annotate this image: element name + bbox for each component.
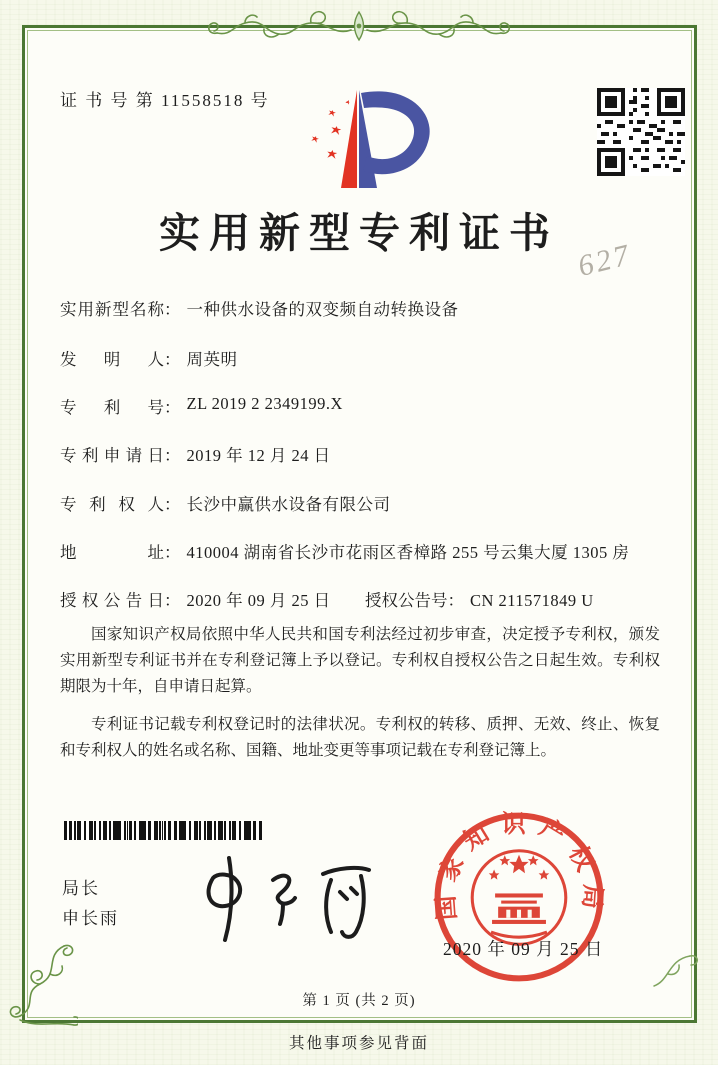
page-number: 第 1 页 (共 2 页) <box>302 993 416 1009</box>
back-side-note: 其他事项参见背面 <box>288 1035 429 1052</box>
legal-paragraph-1: 国家知识产权局依照中华人民共和国专利法经过初步审查，决定授予专利权，颁发实用新型专利证书并在专利登记簿上予以登记。专利权自授权公告之日起生效。专利权期限为十年，自申请日起算。 <box>60 626 660 695</box>
field-colon: ： <box>447 591 464 610</box>
field-value: CN 211571849 U <box>470 591 594 610</box>
corner-curl-ornament-icon <box>650 946 698 990</box>
field-colon: ： <box>164 398 181 417</box>
pencil-annotation: 627 <box>574 237 636 284</box>
field-label: 实用新型名称 <box>60 300 164 319</box>
field-label: 专利申请日 <box>60 446 164 465</box>
barcode-icon <box>64 821 262 840</box>
national-emblem-icon <box>472 851 566 945</box>
field-label: 专利号 <box>60 398 164 417</box>
field-colon: ： <box>164 543 181 562</box>
field-value: 2020 年 09 月 25 日 <box>186 591 331 610</box>
field-colon: ： <box>164 495 181 514</box>
top-flourish-ornament-icon <box>179 2 539 48</box>
field-row-patentee <box>60 491 391 515</box>
field-colon: ： <box>164 350 181 369</box>
officer-name: 申长雨 <box>62 909 119 928</box>
field-value: 410004 湖南省长沙市花雨区香樟路 255 号云集大厦 1305 房 <box>186 543 630 562</box>
field-row-filing-date <box>60 442 331 466</box>
cnipa-logo-icon <box>286 84 438 196</box>
field-value: 2019 年 12 月 24 日 <box>186 446 331 465</box>
field-label: 授权公告日 <box>60 591 164 610</box>
field-value: 长沙中赢供水设备有限公司 <box>186 495 391 514</box>
signature-icon <box>185 850 380 942</box>
field-grant-number <box>365 587 594 611</box>
field-value: 一种供水设备的双变频自动转换设备 <box>186 300 459 319</box>
legal-paragraph-2: 专利证书记载专利权登记时的法律状况。专利权的转移、质押、无效、终止、恢复和专利权人的姓名或名称、国籍、地址变更等事项记载在专利登记簿上。 <box>60 716 660 759</box>
field-label: 授权公告号 <box>365 591 448 610</box>
field-label: 地址 <box>60 543 164 562</box>
field-row-inventor <box>60 346 238 370</box>
field-row-grant-date <box>60 587 594 611</box>
field-colon: ： <box>164 591 181 610</box>
field-row-invention-name <box>60 296 459 320</box>
qr-code-icon <box>596 88 686 176</box>
field-label: 专利权人 <box>60 495 164 514</box>
certificate-number: 证 书 号 第 11558518 号 <box>60 91 270 110</box>
seal-date: 2020 年 09 月 25 日 <box>443 939 604 959</box>
corner-flourish-ornament-icon <box>6 942 78 1030</box>
field-colon: ： <box>164 446 181 465</box>
field-colon: ： <box>164 300 181 319</box>
field-value: 周英明 <box>186 350 238 369</box>
legal-text-block <box>60 622 660 776</box>
field-value: ZL 2019 2 2349199.X <box>186 394 343 413</box>
certificate-title: 实用新型专利证书 <box>159 210 559 256</box>
seal-text: 国家知识产权局 <box>431 810 607 921</box>
field-label: 发明人 <box>60 350 164 369</box>
field-row-patent-number <box>60 394 343 418</box>
field-row-address <box>60 539 629 563</box>
officer-title: 局长 <box>62 879 100 898</box>
